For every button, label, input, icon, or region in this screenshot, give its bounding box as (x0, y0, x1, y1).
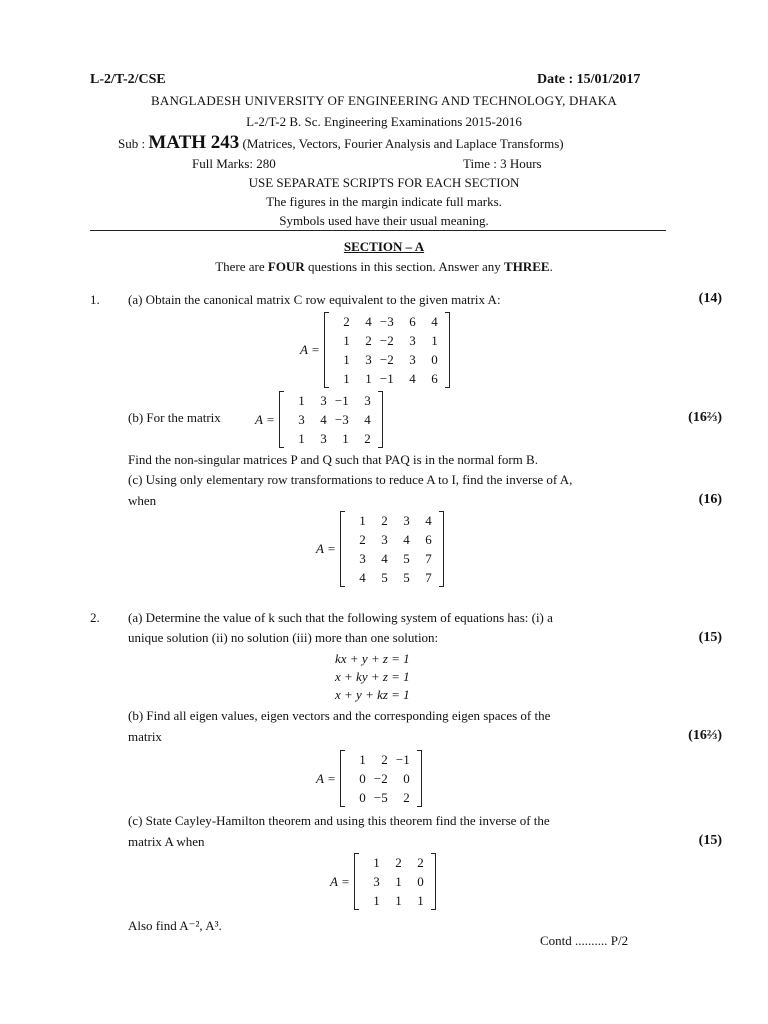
matrix-cell-r1-c1: 2 (343, 314, 350, 329)
matrix-cell-r4-c2: 5 (381, 570, 388, 585)
matrix-cell-r4-c4: 7 (425, 570, 432, 585)
symbols-note: Symbols used have their usual meaning. (279, 213, 489, 228)
matrix-cell-r3-c2: 1 (395, 893, 402, 908)
matrix-label: A = (316, 770, 336, 786)
matrix-cell-r2-c1: 3 (298, 412, 305, 427)
q2a-text-line1: (a) Determine the value of k such that the following system of equations has: (i) a (128, 610, 553, 625)
q2b-text-line1: (b) Find all eigen values, eigen vectors and the corresponding eigen spaces of the (128, 708, 551, 723)
matrix-cell-r1-c2: 4 (365, 314, 372, 329)
matrix-cell-r4-c1: 4 (359, 570, 366, 585)
matrix-cell-r4-c3: −1 (379, 371, 394, 386)
matrix-cell-r1-c3: −1 (334, 393, 349, 408)
q1a-text: (a) Obtain the canonical matrix C row equivalent to the given matrix A: (128, 292, 501, 307)
q1c-matrix (340, 511, 444, 587)
matrix-cell-r3-c2: 3 (320, 431, 327, 446)
matrix-cell-r1-c5: 4 (431, 314, 438, 329)
q2b-matrix (340, 750, 422, 807)
matrix-cell-r3-c4: 2 (364, 431, 371, 446)
matrix-cell-r2-c2: −2 (373, 771, 388, 786)
matrix-cell-r1-c4: 4 (425, 513, 432, 528)
question-number: 2. (90, 610, 100, 625)
matrix-cell-r3-c3: 5 (403, 551, 410, 566)
exam-time: Time : 3 Hours (463, 156, 542, 171)
matrix-cell-r2-c5: 1 (431, 333, 438, 348)
header-divider (90, 230, 666, 231)
exam-title: L-2/T-2 B. Sc. Engineering Examinations 2015-2016 (246, 114, 522, 129)
q2c-text-line2: matrix A when (128, 834, 205, 849)
matrix-cell-r4-c2: 1 (365, 371, 372, 386)
q2c-followup: Also find A⁻², A³. (128, 918, 222, 933)
full-marks: Full Marks: 280 (192, 156, 276, 171)
q1a-marks: (14) (698, 291, 722, 306)
matrix-cell-r1-c1: 1 (359, 513, 366, 528)
q2b-matrix-block (316, 750, 422, 807)
matrix-cell-r2-c1: 0 (359, 771, 366, 786)
q1b-matrix-block (255, 391, 383, 448)
scripts-instruction: USE SEPARATE SCRIPTS FOR EACH SECTION (248, 175, 520, 190)
q2c-text-line1: (c) State Cayley-Hamilton theorem and using this theorem find the inverse of the (128, 813, 550, 828)
equation-1: kx + y + z = 1 (335, 651, 410, 666)
matrix-right-bracket (431, 853, 436, 910)
q1c-marks: (16) (698, 492, 722, 507)
q1c-text: (c) Using only elementary row transformations to reduce A to I, find the inverse of A, (128, 472, 573, 487)
matrix-cell-r3-c1: 1 (343, 352, 350, 367)
matrix-cell-r4-c4: 4 (409, 371, 416, 386)
matrix-cell-r1-c4: 3 (364, 393, 371, 408)
matrix-right-bracket (417, 750, 422, 807)
equation-3: x + y + kz = 1 (335, 687, 410, 702)
margin-note: The figures in the margin indicate full marks. (266, 194, 502, 209)
question-number: 1. (90, 292, 100, 307)
matrix-cell-r1-c2: 2 (381, 752, 388, 767)
continued-note: Contd .......... P/2 (540, 933, 629, 948)
q1c-when: when (128, 493, 157, 508)
matrix-cell-r2-c2: 1 (395, 874, 402, 889)
matrix-label: A = (330, 873, 350, 889)
subject-line (118, 132, 564, 154)
q2a-text-line2: unique solution (ii) no solution (iii) more than one solution: (128, 630, 439, 645)
matrix-cell-r2-c3: −3 (334, 412, 349, 427)
matrix-cell-r2-c3: 0 (403, 771, 410, 786)
matrix-right-bracket (439, 511, 444, 587)
matrix-cell-r1-c3: 2 (417, 855, 424, 870)
matrix-cell-r2-c3: 0 (417, 874, 424, 889)
subject-label: Sub : (118, 136, 146, 151)
matrix-cell-r3-c3: 1 (417, 893, 424, 908)
matrix-cell-r1-c2: 2 (395, 855, 402, 870)
q2c-matrix (354, 853, 436, 910)
matrix-cell-r2-c3: −2 (379, 333, 394, 348)
matrix-cell-r3-c4: 3 (409, 352, 416, 367)
matrix-cell-r1-c1: 1 (359, 752, 366, 767)
university-name: BANGLADESH UNIVERSITY OF ENGINEERING AND TECHNOLOGY, DHAKA (151, 93, 617, 108)
matrix-cell-r1-c3: −1 (395, 752, 410, 767)
matrix-cell-r1-c3: −3 (379, 314, 394, 329)
matrix-cell-r2-c1: 3 (373, 874, 380, 889)
matrix-cell-r3-c2: −5 (373, 790, 388, 805)
matrix-cell-r3-c2: 4 (381, 551, 388, 566)
matrix-cell-r3-c3: 1 (342, 431, 349, 446)
q2a-marks: (15) (698, 630, 722, 645)
subject-code: MATH 243 (148, 132, 240, 153)
course-code: L-2/T-2/CSE (90, 72, 166, 87)
matrix-cell-r1-c2: 3 (320, 393, 327, 408)
subject-title: (Matrices, Vectors, Fourier Analysis and Laplace Transforms) (242, 136, 564, 151)
q1a-matrix-block (300, 312, 450, 388)
q1b-followup: Find the non-singular matrices P and Q such that PAQ is in the normal form B. (128, 452, 538, 467)
matrix-cell-r3-c3: −2 (379, 352, 394, 367)
q1b-matrix (279, 391, 383, 448)
q1b-text: (b) For the matrix (128, 410, 221, 425)
matrix-cell-r3-c1: 1 (373, 893, 380, 908)
equation-2: x + ky + z = 1 (335, 669, 410, 684)
exam-date: Date : 15/01/2017 (537, 72, 641, 87)
matrix-cell-r3-c1: 0 (359, 790, 366, 805)
matrix-cell-r2-c2: 3 (381, 532, 388, 547)
matrix-cell-r2-c2: 4 (320, 412, 327, 427)
matrix-cell-r1-c1: 1 (373, 855, 380, 870)
q2c-matrix-block (330, 853, 436, 910)
q1c-matrix-block (316, 511, 444, 587)
q1a-matrix (324, 312, 450, 388)
matrix-cell-r3-c1: 1 (298, 431, 305, 446)
matrix-cell-r2-c4: 3 (409, 333, 416, 348)
matrix-right-bracket (378, 391, 383, 448)
matrix-cell-r4-c5: 6 (431, 371, 438, 386)
matrix-cell-r2-c4: 4 (364, 412, 371, 427)
section-instruction: There are FOUR questions in this section. Answer any THREE. (215, 259, 553, 274)
matrix-cell-r1-c2: 2 (381, 513, 388, 528)
matrix-cell-r1-c4: 6 (409, 314, 416, 329)
matrix-cell-r2-c2: 2 (365, 333, 372, 348)
q2c-marks: (15) (698, 833, 722, 848)
matrix-label: A = (300, 342, 320, 357)
matrix-cell-r1-c3: 3 (403, 513, 410, 528)
matrix-cell-r3-c4: 7 (425, 551, 432, 566)
matrix-cell-r2-c4: 6 (425, 532, 432, 547)
matrix-cell-r2-c1: 1 (343, 333, 350, 348)
matrix-cell-r3-c3: 2 (403, 790, 410, 805)
matrix-label: A = (255, 411, 275, 427)
matrix-cell-r3-c5: 0 (431, 352, 438, 367)
matrix-cell-r4-c1: 1 (343, 371, 350, 386)
matrix-cell-r1-c1: 1 (298, 393, 305, 408)
q1b-marks: (16⅔) (688, 410, 722, 425)
matrix-cell-r2-c1: 2 (359, 532, 366, 547)
q2b-text-line2: matrix (128, 729, 162, 744)
matrix-cell-r3-c1: 3 (359, 551, 366, 566)
matrix-cell-r2-c3: 4 (403, 532, 410, 547)
q2b-marks: (16⅔) (688, 728, 722, 743)
matrix-right-bracket (445, 312, 450, 388)
matrix-label: A = (316, 541, 336, 556)
matrix-cell-r4-c3: 5 (403, 570, 410, 585)
section-title: SECTION – A (343, 239, 425, 254)
matrix-cell-r3-c2: 3 (365, 352, 372, 367)
